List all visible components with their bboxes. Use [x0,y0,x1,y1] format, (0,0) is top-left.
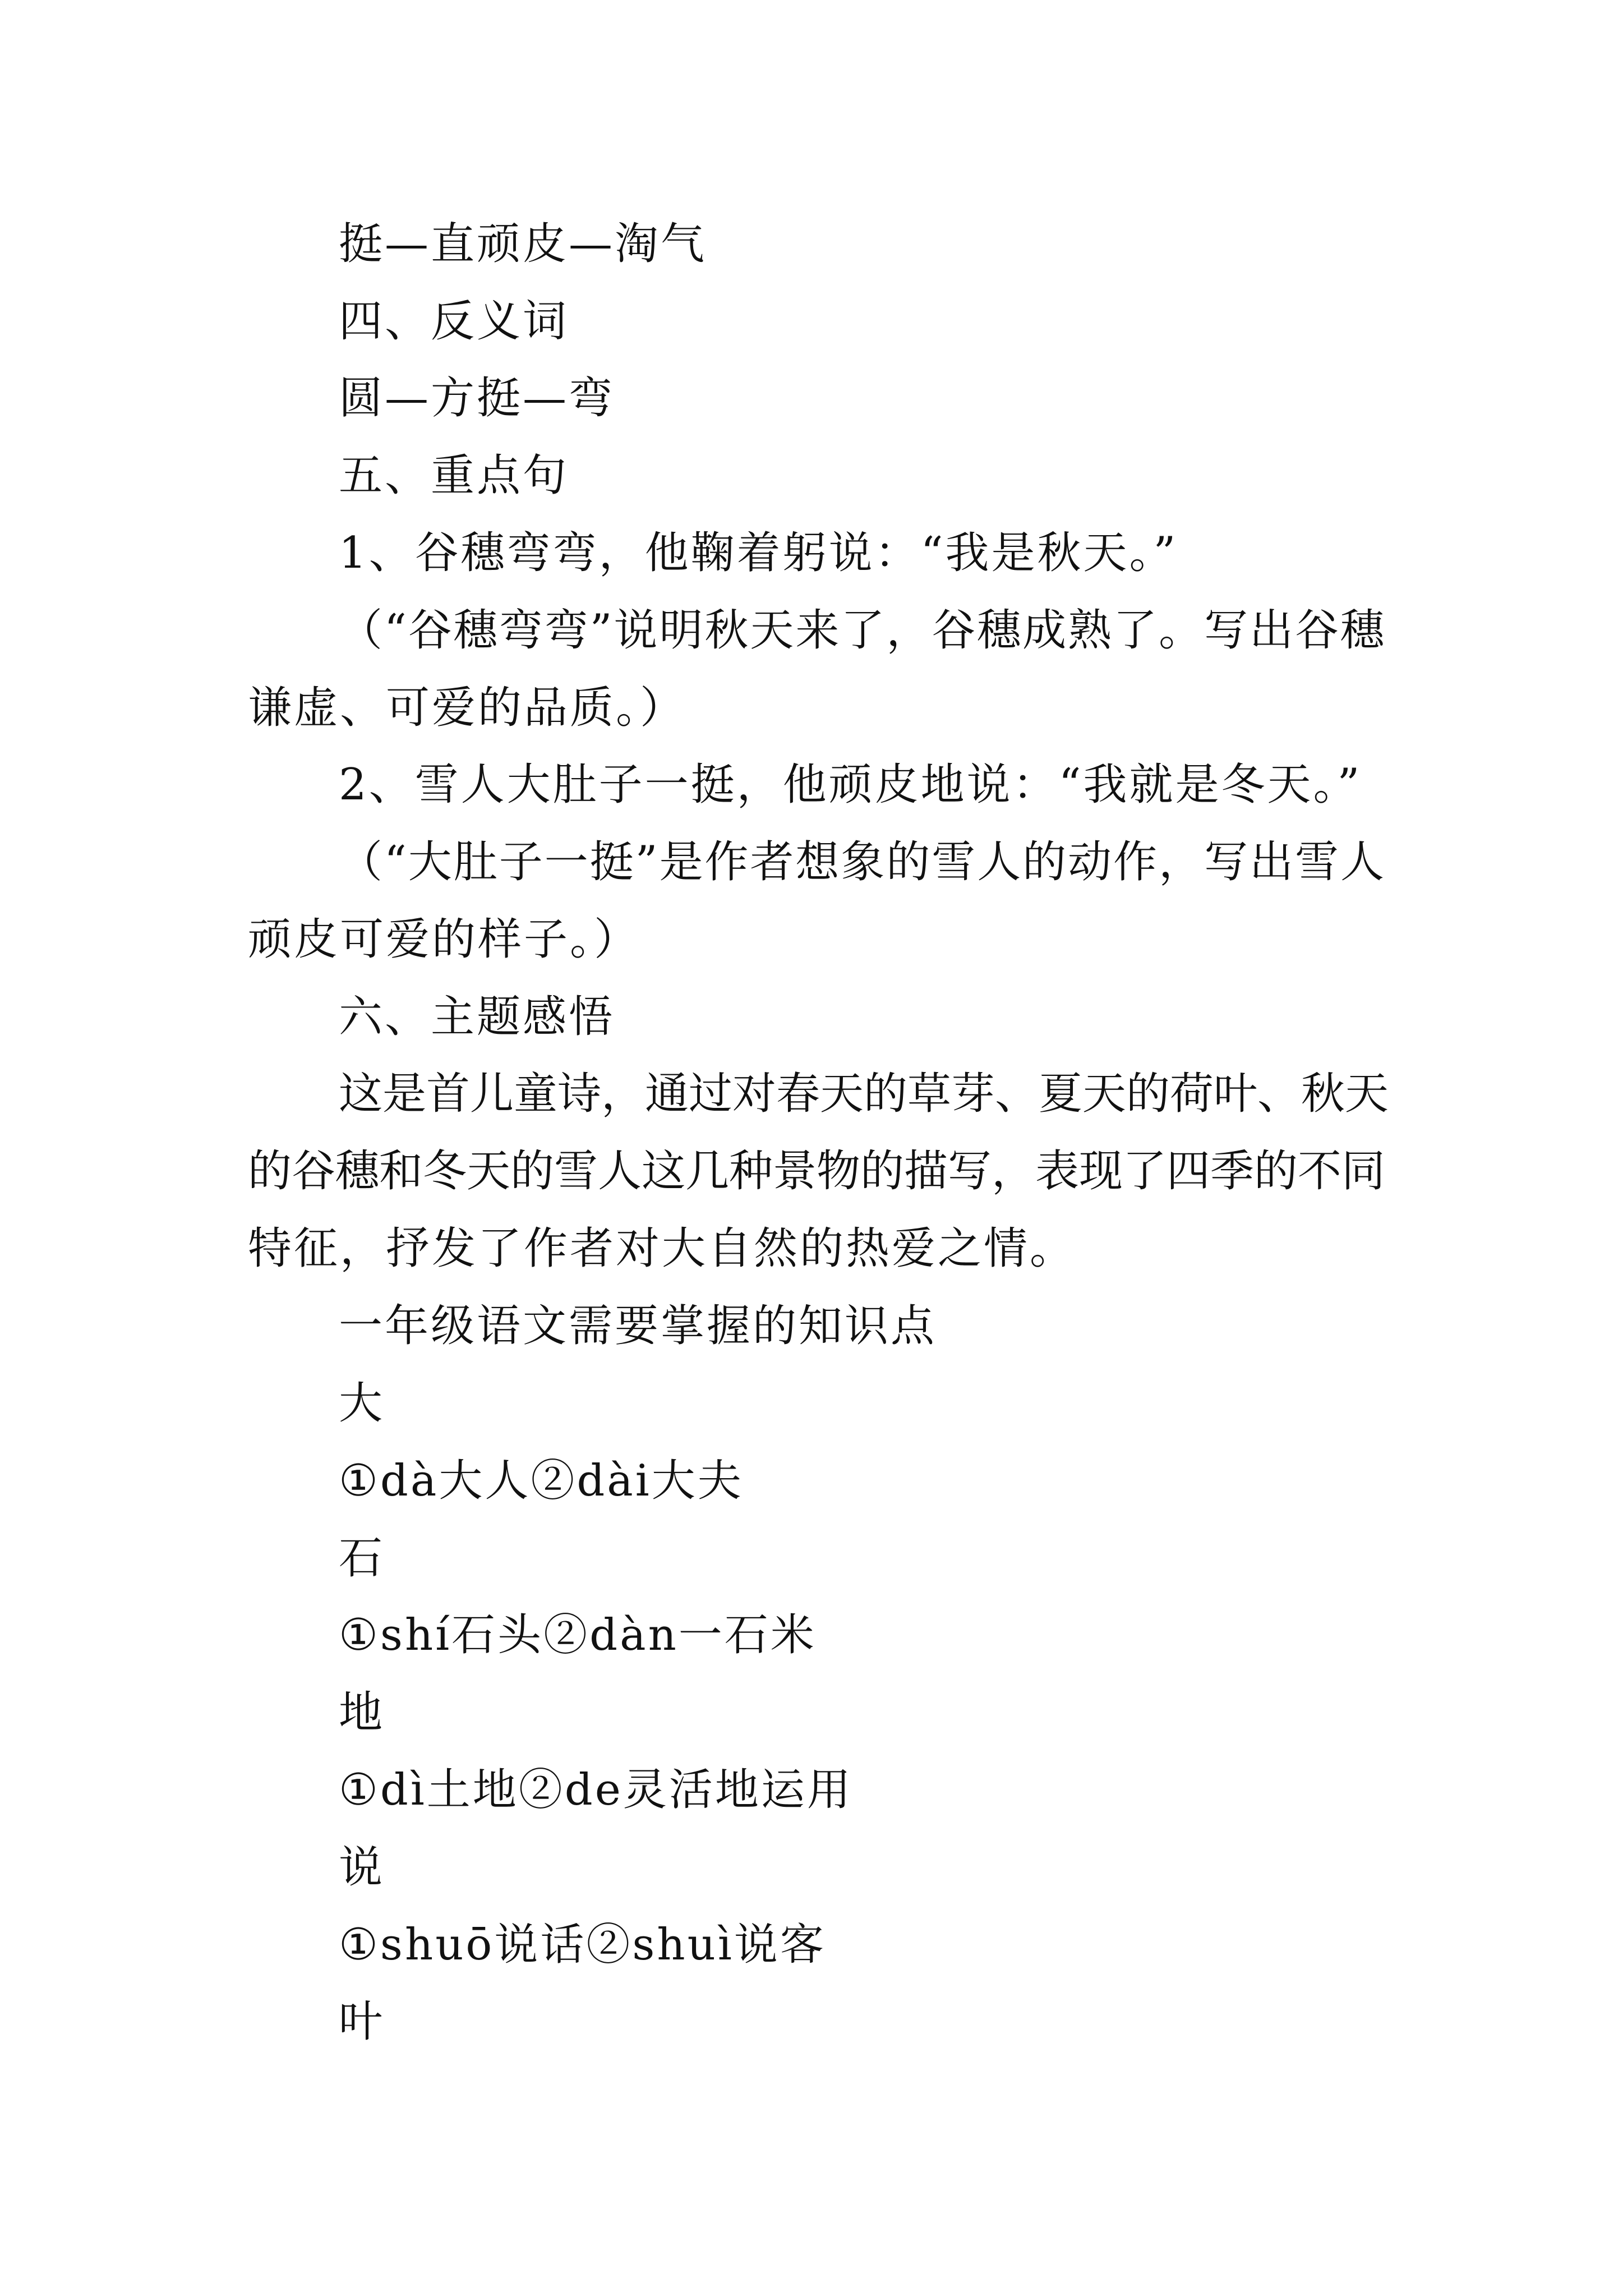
character-heading: 大 [339,1378,385,1429]
section-heading: 六、主题感悟 [339,992,615,1042]
pronunciation-line: ①dì土地②de灵活地运用 [339,1765,853,1815]
character-heading: 说 [339,1842,385,1893]
paragraph-line: 特征，抒发了作者对大自然的热爱之情。 [248,1223,1076,1274]
paragraph-line: 的谷穗和冬天的雪人这几种景物的描写，表现了四季的不同 [248,1146,1386,1197]
paragraph-line: 这是首儿童诗，通过对春天的草芽、夏天的荷叶、秋天 [339,1069,1389,1119]
text-line: 圆—方挺—弯 [339,373,615,424]
section-heading: 四、反义词 [339,296,569,347]
pronunciation-line: ①shuō说话②shuì说客 [339,1920,826,1970]
section-heading: 一年级语文需要掌握的知识点 [339,1301,937,1351]
character-heading: 叶 [339,1996,385,2047]
pronunciation-line: ①dà大人②dài大夫 [339,1456,744,1506]
pronunciation-line: ①shí石头②dàn一石米 [339,1610,817,1660]
character-heading: 石 [339,1533,385,1584]
key-sentence: 2、雪人大肚子一挺，他顽皮地说：“我就是冬天。” [339,760,1362,810]
explanation-line: 谦虚、可爱的品质。） [248,683,686,733]
text-line: 挺—直顽皮—淘气 [339,219,707,269]
explanation-line: 顽皮可爱的样子。） [248,914,640,965]
section-heading: 五、重点句 [339,450,569,501]
character-heading: 地 [339,1687,385,1738]
explanation-line: （“大肚子一挺”是作者想象的雪人的动作，写出雪人 [339,837,1384,887]
key-sentence: 1、谷穗弯弯，他鞠着躬说：“我是秋天。” [339,528,1178,578]
explanation-line: （“谷穗弯弯”说明秋天来了，谷穗成熟了。写出谷穗 [339,605,1384,656]
